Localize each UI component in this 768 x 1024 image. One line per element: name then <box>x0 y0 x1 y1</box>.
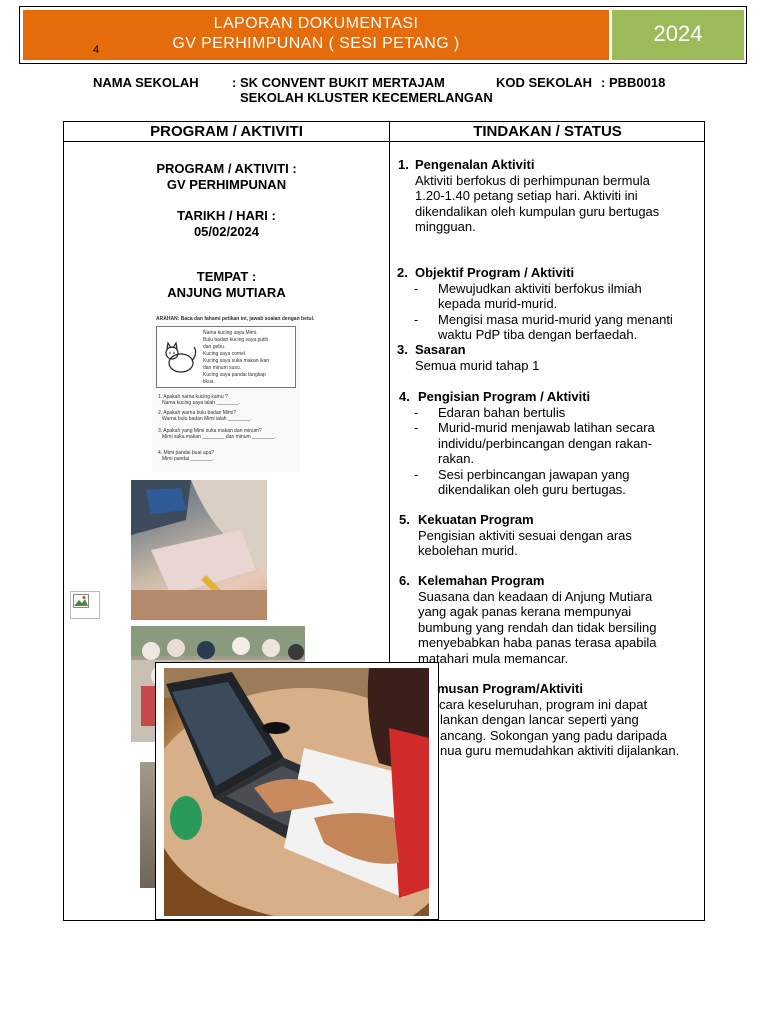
worksheet-passage-box <box>156 326 296 388</box>
column-header-program: PROGRAM / AKTIVITI <box>150 123 303 140</box>
page-number: 4 <box>93 44 100 56</box>
section-title: Kelemahan Program <box>418 573 545 588</box>
section-line: ancang. Sokongan yang padu daripada <box>440 727 667 743</box>
section-line: Semua murid tahap 1 <box>415 357 540 373</box>
bullet-line: Mewujudkan aktiviti berfokus ilmiah <box>438 280 642 296</box>
section-line: kebolehan murid. <box>418 543 518 558</box>
passage-line: Kucing saya comel. <box>203 351 247 357</box>
bullet-line: individu/perbincangan dengan rakan- <box>438 435 652 451</box>
place-value: ANJUNG MUTIARA <box>167 285 286 300</box>
section-line: lankan dengan lancar seperti yang <box>440 712 639 727</box>
passage-line: dan gebu. <box>203 344 226 350</box>
section-line: mingguan. <box>415 219 476 234</box>
place-label: TEMPAT : <box>196 269 257 284</box>
section-line: nua guru memudahkan aktiviti dijalankan. <box>440 743 680 758</box>
section-title: Objektif Program / Aktiviti <box>415 265 575 280</box>
bullet-dash: - <box>414 420 419 435</box>
section-number: 2. <box>397 265 408 280</box>
section-line: 1.20-1.40 petang setiap hari. Aktiviti ini <box>415 188 638 203</box>
section-number: 3. <box>397 342 408 357</box>
bullet-dash: - <box>414 466 419 482</box>
bullet-line: rakan. <box>438 451 475 466</box>
worksheet-question: 2. Apakah warna bulu badan Mimi? <box>158 410 237 416</box>
header-row-divider <box>63 141 705 142</box>
section-line: Suasana dan keadaan di Anjung Mutiara <box>418 588 653 604</box>
bullet-dash: - <box>414 280 419 296</box>
worksheet-question: 4. Mimi pandai buat apa? <box>158 450 215 456</box>
photo-student-writing <box>131 480 267 620</box>
section-title: Pengenalan Aktiviti <box>415 157 535 172</box>
bullet-line: waktu PdP tiba dengan berfaedah. <box>438 327 638 342</box>
worksheet-answer: Mimi suka makan ________ dan minum ________. <box>162 434 276 440</box>
broken-image-icon <box>70 591 100 619</box>
section-line: cara keseluruhan, program ini dapat <box>439 696 648 712</box>
school-code-value: : PBB0018 <box>601 75 666 90</box>
bullet-line: Murid-murid menjawab latihan secara <box>438 420 655 435</box>
section-line: matahari mula memancar. <box>418 650 569 666</box>
worksheet-image <box>152 312 315 472</box>
section-line: Aktiviti berfokus di perhimpunan bermula <box>415 172 650 188</box>
passage-line: Kucing saya suka makan ikan <box>203 358 270 364</box>
program-value: GV PERHIMPUNAN <box>166 177 287 192</box>
section-title: Pengisian Program / Aktiviti <box>418 389 591 404</box>
section-weakness <box>399 573 704 666</box>
section-line: menyebabkan haba panas terasa apabila <box>418 635 657 650</box>
school-name-value: : SK CONVENT BUKIT MERTAJAM <box>232 75 445 90</box>
worksheet-instruction: ARAHAN: Baca dan fahami petikan ini, jawab soalan dengan betul. <box>156 316 315 322</box>
section-line: Pengisian aktiviti sesuai dengan aras <box>418 527 632 543</box>
photo-laptop-student <box>164 668 429 916</box>
section-introduction <box>398 157 698 235</box>
section-number: 5. <box>399 512 410 527</box>
section-summary <box>437 681 703 759</box>
section-line: dikendalikan oleh kumpulan guru bertugas <box>415 203 660 219</box>
worksheet-answer: Nama kucing saya ialah ________. <box>162 400 241 406</box>
school-cluster: SEKOLAH KLUSTER KECEMERLANGAN <box>240 90 493 105</box>
section-strength <box>399 512 704 559</box>
cat-illustration-icon <box>161 341 199 375</box>
date-value: 05/02/2024 <box>193 224 260 239</box>
section-number: 6. <box>399 573 410 588</box>
header-year-banner <box>612 10 744 60</box>
bullet-line: kepada murid-murid. <box>438 296 558 311</box>
bullet-line: dikendalikan oleh guru bertugas. <box>438 482 626 497</box>
worksheet-answer: Warna bulu badan Mimi ialah ________. <box>162 416 252 422</box>
column-header-status: TINDAKAN / STATUS <box>473 123 622 140</box>
section-number: 1. <box>398 157 409 172</box>
section-number: 4. <box>399 389 410 404</box>
passage-line: Nama kucing saya Mimi. <box>203 330 258 336</box>
section-content <box>399 389 704 498</box>
worksheet-question: 1. Apakah nama kucing kamu ? <box>158 394 228 400</box>
passage-line: tikus. <box>203 379 215 385</box>
passage-line: Bulu badan kucing saya putih <box>203 337 269 343</box>
worksheet-question: 3. Apakah yang Mimi suka makan dan minum? <box>158 428 262 434</box>
section-objective <box>397 265 702 343</box>
header-title-line2: GV PERHIMPUNAN ( SESI PETANG ) <box>172 35 460 52</box>
header-title-line1: LAPORAN DOKUMENTASI <box>213 15 419 32</box>
header-title-banner <box>23 10 609 60</box>
bullet-dash: - <box>414 404 419 420</box>
school-name-label: NAMA SEKOLAH <box>93 75 199 90</box>
bullet-dash: - <box>414 311 419 327</box>
section-title: Kekuatan Program <box>418 512 534 527</box>
bullet-line: Edaran bahan bertulis <box>438 404 566 420</box>
school-code-label: KOD SEKOLAH <box>496 75 593 90</box>
date-label: TARIKH / HARI : <box>177 208 276 223</box>
section-target <box>397 342 702 373</box>
program-label: PROGRAM / AKTIVITI : <box>156 161 297 176</box>
worksheet-answer: Mimi pandai ________. <box>162 456 214 462</box>
bullet-line: Mengisi masa murid-murid yang menanti <box>438 311 673 327</box>
section-line: bumbung yang rendah dan tidak bersiling <box>418 619 657 635</box>
passage-line: dan minum susu. <box>203 365 242 371</box>
section-title: musan Program/Aktiviti <box>437 681 583 696</box>
section-title: Sasaran <box>415 342 466 357</box>
bullet-line: Sesi perbincangan jawapan yang <box>438 466 630 482</box>
passage-line: Kucing saya pandai tangkap <box>203 372 266 378</box>
section-line: yang agak panas kerana mempunyai <box>418 604 632 619</box>
header-year: 2024 <box>653 21 703 46</box>
